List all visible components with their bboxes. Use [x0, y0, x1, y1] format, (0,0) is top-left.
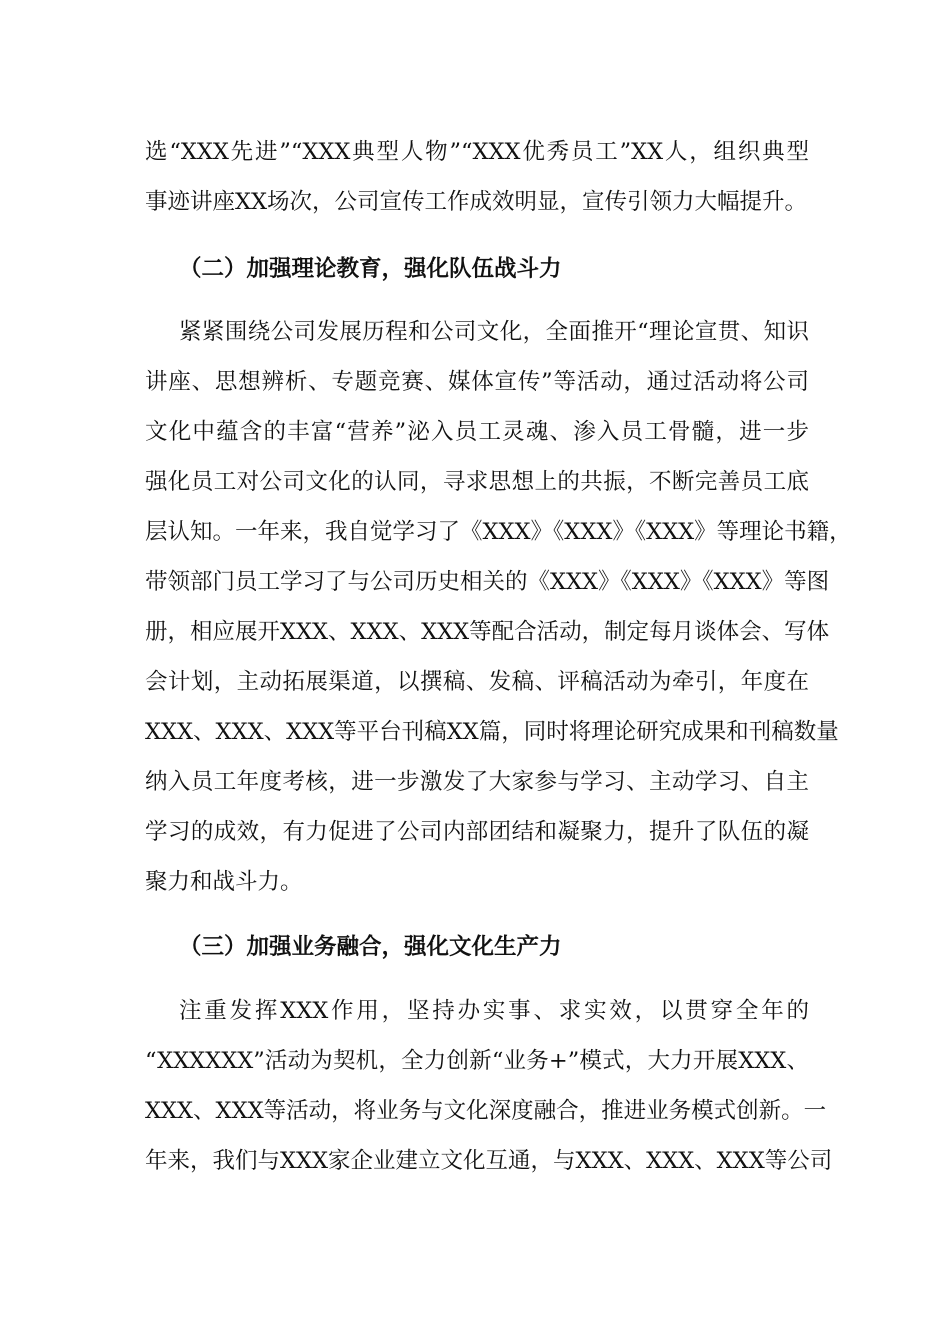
- paragraph-line: 文化中蕴含的丰富“营养”泌入员工灵魂、渗入员工骨髓，进一步: [145, 419, 809, 445]
- paragraph-line: XXX、XXX、XXX等平台刊稿XX篇，同时将理论研究成果和刊稿数量: [145, 719, 839, 745]
- paragraph-line: 选“XXX先进”“XXX典型人物”“XXX优秀员工”XX人，组织典型: [145, 139, 809, 165]
- paragraph-line: XXX、XXX等活动，将业务与文化深度融合，推进业务模式创新。一: [145, 1098, 827, 1124]
- paragraph-line: 聚力和战斗力。: [145, 869, 303, 895]
- paragraph-line: 会计划，主动拓展渠道，以撰稿、发稿、评稿活动为牵引，年度在: [145, 669, 809, 695]
- section-heading-3: （三）加强业务融合，强化文化生产力: [179, 934, 562, 960]
- paragraph-line: 紧紧围绕公司发展历程和公司文化，全面推开“理论宣贯、知识: [179, 319, 809, 345]
- paragraph-line: “XXXXXX”活动为契机，全力创新“业务+”模式，大力开展XXX、: [145, 1048, 809, 1074]
- paragraph-line: 强化员工对公司文化的认同，寻求思想上的共振，不断完善员工底: [145, 469, 809, 495]
- paragraph-line: 纳入员工年度考核，进一步激发了大家参与学习、主动学习、自主: [145, 769, 809, 795]
- paragraph-line: 讲座、思想辨析、专题竞赛、媒体宣传”等活动，通过活动将公司: [145, 369, 809, 395]
- paragraph-line: 册，相应展开XXX、XXX、XXX等配合活动，制定每月谈体会、写体: [145, 619, 830, 645]
- paragraph-line: 事迹讲座XX场次，公司宣传工作成效明显，宣传引领力大幅提升。: [145, 189, 808, 215]
- paragraph-line: 年来，我们与XXX家企业建立文化互通，与XXX、XXX、XXX等公司: [145, 1148, 833, 1174]
- paragraph-line: 注重发挥XXX作用，坚持办实事、求实效，以贯穿全年的: [179, 998, 809, 1024]
- paragraph-line: 层认知。一年来，我自觉学习了《XXX》《XXX》《XXX》等理论书籍，: [145, 519, 852, 545]
- section-heading-2: （二）加强理论教育，强化队伍战斗力: [179, 256, 562, 282]
- paragraph-line: 带领部门员工学习了与公司历史相关的《XXX》《XXX》《XXX》等图: [145, 569, 830, 595]
- paragraph-line: 学习的成效，有力促进了公司内部团结和凝聚力，提升了队伍的凝: [145, 819, 809, 845]
